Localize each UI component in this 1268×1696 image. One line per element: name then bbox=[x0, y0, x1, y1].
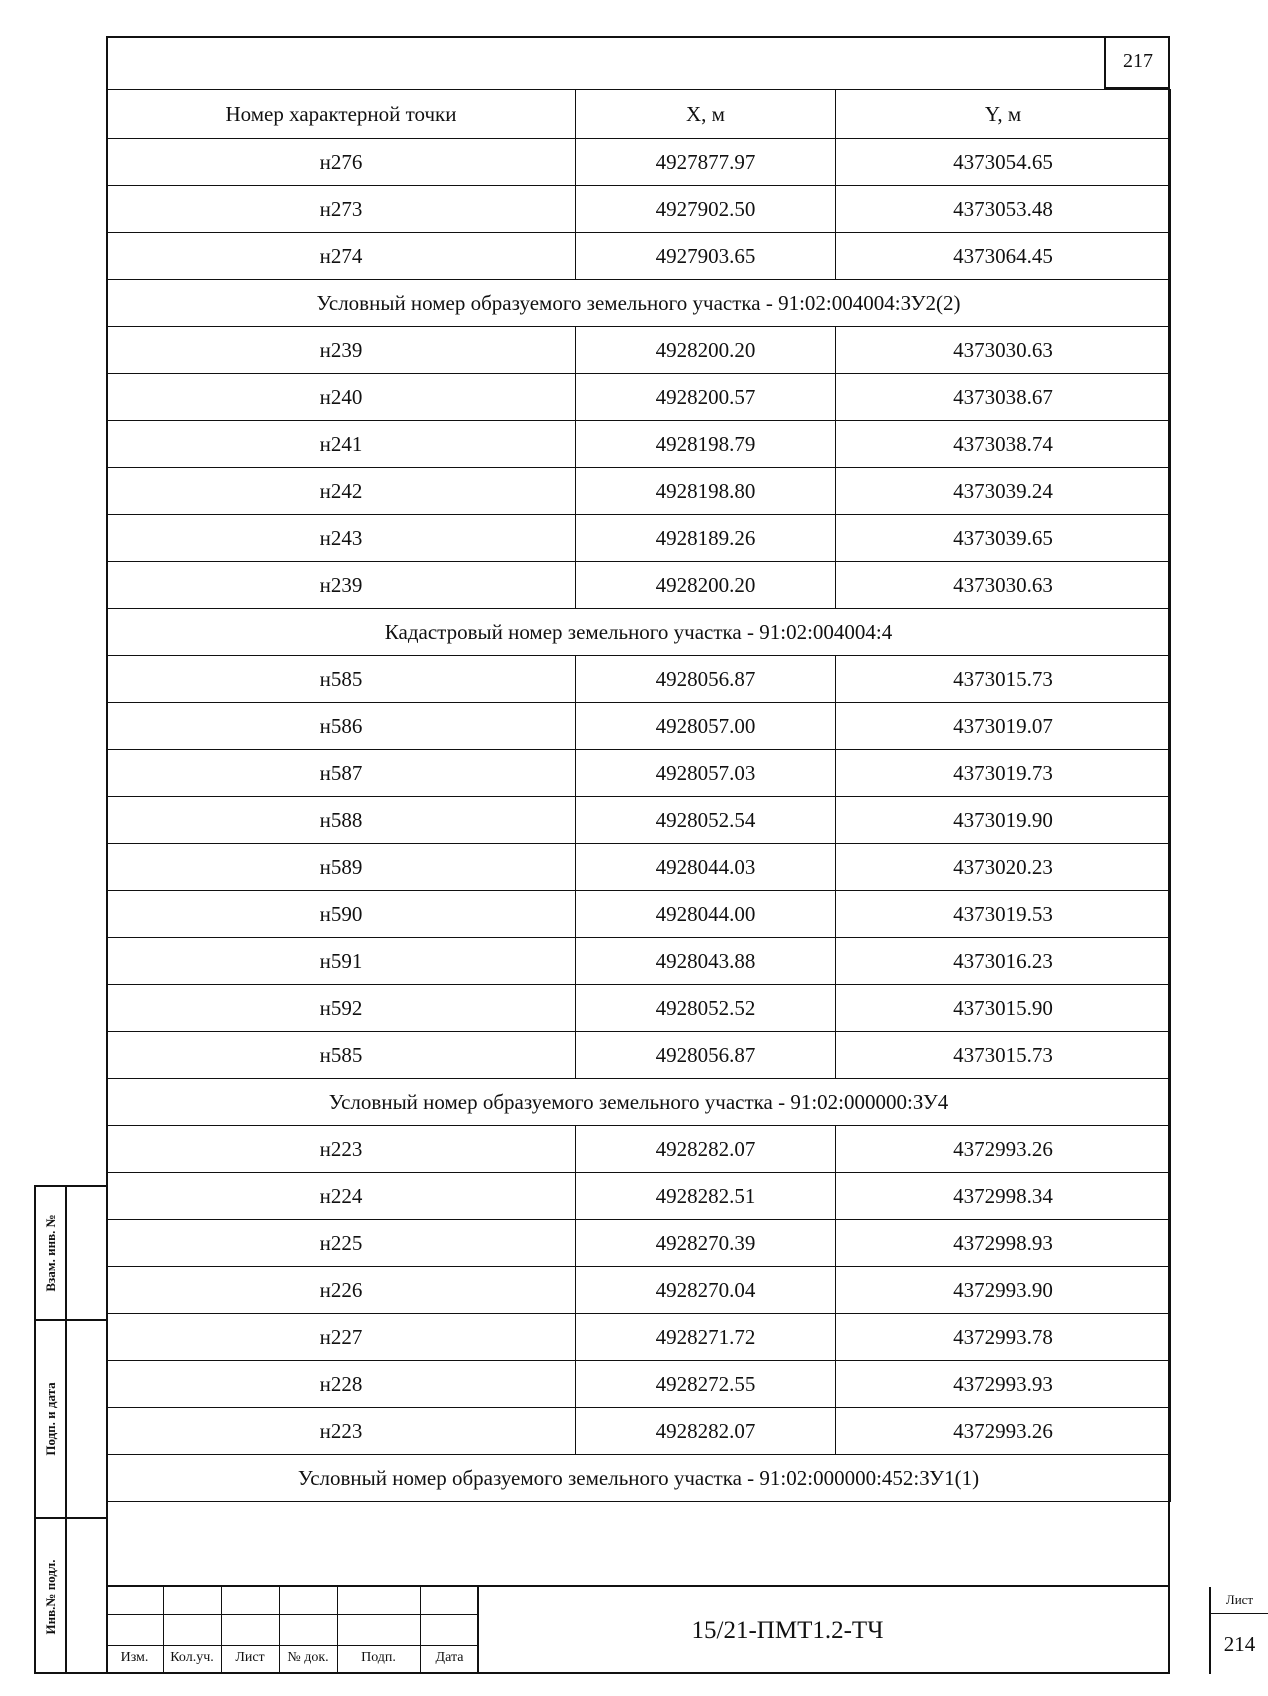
x-coordinate-cell: 4928052.52 bbox=[576, 985, 836, 1032]
point-id-cell: н589 bbox=[107, 844, 576, 891]
y-coordinate-cell: 4373015.73 bbox=[836, 656, 1171, 703]
table-row bbox=[107, 1267, 1171, 1314]
point-id-cell: н226 bbox=[107, 1267, 576, 1314]
point-id-cell: н243 bbox=[107, 515, 576, 562]
header-x: X, м bbox=[576, 90, 836, 139]
x-coordinate-cell: 4928044.03 bbox=[576, 844, 836, 891]
side-label-replacement-inv: Взам. инв. № bbox=[42, 1214, 58, 1292]
table-row bbox=[107, 750, 1171, 797]
y-coordinate-cell: 4372993.26 bbox=[836, 1126, 1171, 1173]
point-id-cell: н240 bbox=[107, 374, 576, 421]
y-coordinate-cell: 4373019.53 bbox=[836, 891, 1171, 938]
x-coordinate-cell: 4928052.54 bbox=[576, 797, 836, 844]
table-row bbox=[107, 515, 1171, 562]
table-row bbox=[107, 703, 1171, 750]
side-stamp bbox=[34, 1185, 106, 1674]
point-id-cell: н586 bbox=[107, 703, 576, 750]
col-header-qty: Кол.уч. bbox=[170, 1650, 214, 1665]
x-coordinate-cell: 4928044.00 bbox=[576, 891, 836, 938]
y-coordinate-cell: 4373030.63 bbox=[836, 327, 1171, 374]
point-id-cell: н223 bbox=[107, 1408, 576, 1455]
y-coordinate-cell: 4373038.74 bbox=[836, 421, 1171, 468]
section-row bbox=[107, 1079, 1171, 1126]
point-id-cell: н239 bbox=[107, 327, 576, 374]
table-row bbox=[107, 656, 1171, 703]
side-label-signature-date: Подп. и дата bbox=[42, 1382, 58, 1456]
y-coordinate-cell: 4373038.67 bbox=[836, 374, 1171, 421]
y-coordinate-cell: 4372998.34 bbox=[836, 1173, 1171, 1220]
table-row bbox=[107, 891, 1171, 938]
y-coordinate-cell: 4373030.63 bbox=[836, 562, 1171, 609]
side-label-original-inv: Инв.№ подл. bbox=[42, 1559, 58, 1634]
y-coordinate-cell: 4373019.90 bbox=[836, 797, 1171, 844]
x-coordinate-cell: 4928198.80 bbox=[576, 468, 836, 515]
point-id-cell: н241 bbox=[107, 421, 576, 468]
col-header-date: Дата bbox=[435, 1650, 464, 1665]
x-coordinate-cell: 4928282.07 bbox=[576, 1126, 836, 1173]
x-coordinate-cell: 4928200.57 bbox=[576, 374, 836, 421]
revision-grid bbox=[106, 1587, 479, 1674]
point-id-cell: н228 bbox=[107, 1361, 576, 1408]
table-body bbox=[107, 139, 1171, 1502]
table-row bbox=[107, 468, 1171, 515]
col-header-doc-no: № док. bbox=[287, 1650, 329, 1665]
point-id-cell: н276 bbox=[107, 139, 576, 186]
section-title: Условный номер образуемого земельного участка - 91:02:000000:452:ЗУ1(1) bbox=[107, 1455, 1171, 1502]
point-id-cell: н273 bbox=[107, 186, 576, 233]
sheet-number: 214 bbox=[1223, 1631, 1256, 1656]
table-row bbox=[107, 1220, 1171, 1267]
x-coordinate-cell: 4928272.55 bbox=[576, 1361, 836, 1408]
x-coordinate-cell: 4927903.65 bbox=[576, 233, 836, 280]
y-coordinate-cell: 4372998.93 bbox=[836, 1220, 1171, 1267]
point-id-cell: н227 bbox=[107, 1314, 576, 1361]
x-coordinate-cell: 4928057.00 bbox=[576, 703, 836, 750]
point-id-cell: н239 bbox=[107, 562, 576, 609]
x-coordinate-cell: 4928056.87 bbox=[576, 656, 836, 703]
table-row bbox=[107, 374, 1171, 421]
y-coordinate-cell: 4372993.26 bbox=[836, 1408, 1171, 1455]
header-point-number: Номер характерной точки bbox=[107, 90, 576, 139]
col-header-change: Изм. bbox=[120, 1650, 149, 1665]
col-header-signature: Подп. bbox=[361, 1650, 396, 1665]
page-number-top: 217 bbox=[1104, 36, 1170, 89]
table-row bbox=[107, 985, 1171, 1032]
x-coordinate-cell: 4927877.97 bbox=[576, 139, 836, 186]
x-coordinate-cell: 4928198.79 bbox=[576, 421, 836, 468]
x-coordinate-cell: 4928282.51 bbox=[576, 1173, 836, 1220]
point-id-cell: н587 bbox=[107, 750, 576, 797]
x-coordinate-cell: 4928200.20 bbox=[576, 327, 836, 374]
x-coordinate-cell: 4928282.07 bbox=[576, 1408, 836, 1455]
x-coordinate-cell: 4928200.20 bbox=[576, 562, 836, 609]
section-title: Кадастровый номер земельного участка - 91:02:004004:4 bbox=[107, 609, 1171, 656]
point-id-cell: н591 bbox=[107, 938, 576, 985]
y-coordinate-cell: 4373016.23 bbox=[836, 938, 1171, 985]
point-id-cell: н274 bbox=[107, 233, 576, 280]
point-id-cell: н242 bbox=[107, 468, 576, 515]
x-coordinate-cell: 4928270.04 bbox=[576, 1267, 836, 1314]
table-header-row bbox=[107, 90, 1171, 139]
header-y: Y, м bbox=[836, 90, 1171, 139]
y-coordinate-cell: 4373015.90 bbox=[836, 985, 1171, 1032]
table-row bbox=[107, 233, 1171, 280]
table-row bbox=[107, 1173, 1171, 1220]
side-stamp-original-inv bbox=[36, 1519, 108, 1674]
table-row bbox=[107, 1314, 1171, 1361]
side-stamp-replacement-inv bbox=[36, 1187, 108, 1321]
table-row bbox=[107, 1408, 1171, 1455]
y-coordinate-cell: 4372993.93 bbox=[836, 1361, 1171, 1408]
y-coordinate-cell: 4373020.23 bbox=[836, 844, 1171, 891]
x-coordinate-cell: 4928057.03 bbox=[576, 750, 836, 797]
document-number: 15/21-ПМТ1.2-ТЧ bbox=[691, 1616, 884, 1644]
y-coordinate-cell: 4373019.73 bbox=[836, 750, 1171, 797]
sheet-label: Лист bbox=[1211, 1587, 1268, 1614]
x-coordinate-cell: 4927902.50 bbox=[576, 186, 836, 233]
section-title: Условный номер образуемого земельного участка - 91:02:004004:ЗУ2(2) bbox=[107, 280, 1171, 327]
table-row bbox=[107, 797, 1171, 844]
title-block bbox=[106, 1585, 1256, 1674]
sheet-cell bbox=[1209, 1587, 1268, 1674]
section-row bbox=[107, 609, 1171, 656]
point-id-cell: н225 bbox=[107, 1220, 576, 1267]
table-row bbox=[107, 938, 1171, 985]
table-row bbox=[107, 1126, 1171, 1173]
y-coordinate-cell: 4373054.65 bbox=[836, 139, 1171, 186]
section-title: Условный номер образуемого земельного участка - 91:02:000000:ЗУ4 bbox=[107, 1079, 1171, 1126]
point-id-cell: н588 bbox=[107, 797, 576, 844]
y-coordinate-cell: 4373039.65 bbox=[836, 515, 1171, 562]
section-row bbox=[107, 1455, 1171, 1502]
col-header-sheet: Лист bbox=[235, 1650, 265, 1665]
side-stamp-signature-date bbox=[36, 1321, 108, 1519]
point-id-cell: н223 bbox=[107, 1126, 576, 1173]
point-id-cell: н224 bbox=[107, 1173, 576, 1220]
point-id-cell: н585 bbox=[107, 1032, 576, 1079]
x-coordinate-cell: 4928043.88 bbox=[576, 938, 836, 985]
point-id-cell: н585 bbox=[107, 656, 576, 703]
y-coordinate-cell: 4372993.78 bbox=[836, 1314, 1171, 1361]
table-row bbox=[107, 562, 1171, 609]
y-coordinate-cell: 4373053.48 bbox=[836, 186, 1171, 233]
y-coordinate-cell: 4373019.07 bbox=[836, 703, 1171, 750]
y-coordinate-cell: 4373039.24 bbox=[836, 468, 1171, 515]
x-coordinate-cell: 4928271.72 bbox=[576, 1314, 836, 1361]
x-coordinate-cell: 4928270.39 bbox=[576, 1220, 836, 1267]
table-row bbox=[107, 1032, 1171, 1079]
section-row bbox=[107, 280, 1171, 327]
y-coordinate-cell: 4372993.90 bbox=[836, 1267, 1171, 1314]
point-id-cell: н592 bbox=[107, 985, 576, 1032]
x-coordinate-cell: 4928189.26 bbox=[576, 515, 836, 562]
y-coordinate-cell: 4373015.73 bbox=[836, 1032, 1171, 1079]
y-coordinate-cell: 4373064.45 bbox=[836, 233, 1171, 280]
x-coordinate-cell: 4928056.87 bbox=[576, 1032, 836, 1079]
point-id-cell: н590 bbox=[107, 891, 576, 938]
table-row bbox=[107, 844, 1171, 891]
table-row bbox=[107, 139, 1171, 186]
table-row bbox=[107, 186, 1171, 233]
coordinates-table bbox=[106, 89, 1171, 1502]
table-row bbox=[107, 421, 1171, 468]
table-row bbox=[107, 327, 1171, 374]
table-row bbox=[107, 1361, 1171, 1408]
